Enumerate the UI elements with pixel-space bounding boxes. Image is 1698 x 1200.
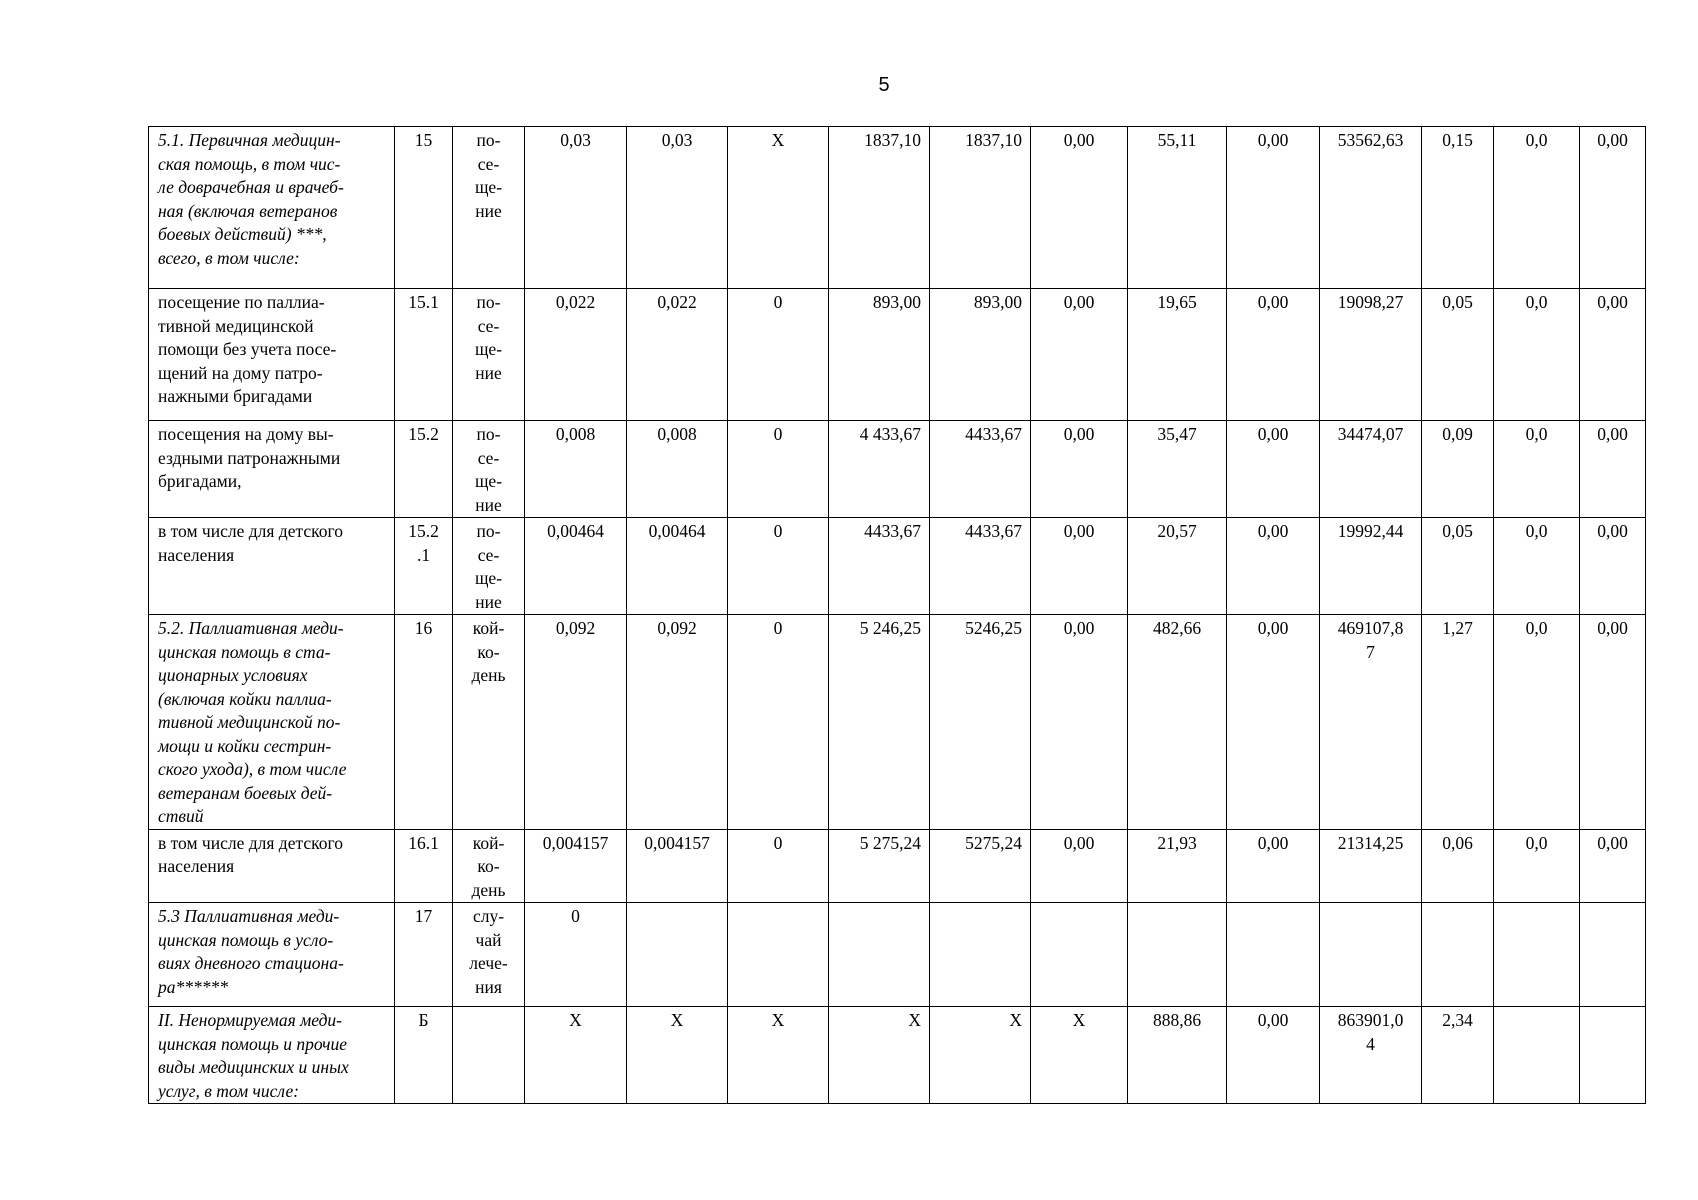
table-body xyxy=(149,127,1646,1104)
table-row xyxy=(149,829,1646,903)
value-cell: 0,008 xyxy=(627,421,728,518)
value-cell: 0,00 xyxy=(1227,1007,1320,1104)
row-name-cell: в том числе для детского населения xyxy=(149,518,395,615)
value-cell: 0,00 xyxy=(1031,289,1128,421)
unit-cell: по- се- ще- ние xyxy=(453,421,525,518)
value-cell: 19098,27 xyxy=(1320,289,1422,421)
value-cell: Х xyxy=(728,127,829,289)
line-number-cell: 16.1 xyxy=(395,829,453,903)
value-cell: 0,05 xyxy=(1422,518,1494,615)
value-cell xyxy=(1494,1007,1580,1104)
value-cell xyxy=(1227,903,1320,1007)
value-cell: 0,00464 xyxy=(627,518,728,615)
table-row xyxy=(149,615,1646,830)
line-number-cell: 15.2 .1 xyxy=(395,518,453,615)
value-cell: 0,06 xyxy=(1422,829,1494,903)
row-name-cell: II. Ненормируемая меди- цинская помощь и прочие виды медицинских и иных услуг, в том числе: xyxy=(149,1007,395,1104)
value-cell xyxy=(1580,903,1646,1007)
row-name-cell: 5.1. Первичная медицин- ская помощь, в том чис- ле доврачебная и врачеб- ная (включая ветеранов боевых действий) ***, всего, в том числе: xyxy=(149,127,395,289)
row-name-cell: посещение по паллиа- тивной медицинской помощи без учета посе- щений на дому патро- нажными бригадами xyxy=(149,289,395,421)
value-cell: 0,00464 xyxy=(525,518,627,615)
value-cell: 0,00 xyxy=(1031,615,1128,830)
line-number-cell: 17 xyxy=(395,903,453,1007)
value-cell: 34474,07 xyxy=(1320,421,1422,518)
value-cell: 893,00 xyxy=(829,289,930,421)
value-cell: 0,0 xyxy=(1494,289,1580,421)
line-number-cell: 15.1 xyxy=(395,289,453,421)
value-cell: 0,008 xyxy=(525,421,627,518)
value-cell: Х xyxy=(1031,1007,1128,1104)
unit-cell: по- се- ще- ние xyxy=(453,289,525,421)
value-cell: 0,00 xyxy=(1580,421,1646,518)
value-cell: 0,00 xyxy=(1031,421,1128,518)
value-cell: 0,15 xyxy=(1422,127,1494,289)
value-cell: 0,00 xyxy=(1227,829,1320,903)
value-cell: 1837,10 xyxy=(829,127,930,289)
value-cell: 0,092 xyxy=(627,615,728,830)
value-cell: 21,93 xyxy=(1128,829,1227,903)
line-number-cell: Б xyxy=(395,1007,453,1104)
unit-cell: по- се- ще- ние xyxy=(453,127,525,289)
value-cell: 0,00 xyxy=(1227,421,1320,518)
value-cell xyxy=(1320,903,1422,1007)
value-cell: 0 xyxy=(728,421,829,518)
table-row xyxy=(149,1007,1646,1104)
value-cell: 0,00 xyxy=(1031,518,1128,615)
value-cell xyxy=(1031,903,1128,1007)
value-cell: 0 xyxy=(728,518,829,615)
value-cell: 863901,0 4 xyxy=(1320,1007,1422,1104)
value-cell: 0 xyxy=(525,903,627,1007)
value-cell: 0,03 xyxy=(627,127,728,289)
row-name-cell: посещения на дому вы- ездными патронажными бригадами, xyxy=(149,421,395,518)
unit-cell: кой- ко- день xyxy=(453,615,525,830)
value-cell: 893,00 xyxy=(930,289,1031,421)
value-cell: 0,03 xyxy=(525,127,627,289)
value-cell: 0,00 xyxy=(1227,615,1320,830)
value-cell: 0,00 xyxy=(1580,518,1646,615)
value-cell: 0,09 xyxy=(1422,421,1494,518)
value-cell: 0,00 xyxy=(1031,127,1128,289)
value-cell xyxy=(1580,1007,1646,1104)
value-cell: 4433,67 xyxy=(930,518,1031,615)
value-cell: 4433,67 xyxy=(829,518,930,615)
value-cell: 19992,44 xyxy=(1320,518,1422,615)
table-row xyxy=(149,421,1646,518)
value-cell: 5275,24 xyxy=(930,829,1031,903)
value-cell: 1,27 xyxy=(1422,615,1494,830)
row-name-cell: 5.3 Паллиативная меди- цинская помощь в усло- виях дневного стациона- ра****** xyxy=(149,903,395,1007)
line-number-cell: 16 xyxy=(395,615,453,830)
row-name-cell: в том числе для детского населения xyxy=(149,829,395,903)
value-cell: 5246,25 xyxy=(930,615,1031,830)
value-cell: 0,004157 xyxy=(525,829,627,903)
value-cell: 0,004157 xyxy=(627,829,728,903)
value-cell: 0,00 xyxy=(1580,289,1646,421)
unit-cell: слу- чай лече- ния xyxy=(453,903,525,1007)
value-cell: 19,65 xyxy=(1128,289,1227,421)
value-cell xyxy=(1422,903,1494,1007)
value-cell: 20,57 xyxy=(1128,518,1227,615)
unit-cell: кой- ко- день xyxy=(453,829,525,903)
value-cell: Х xyxy=(930,1007,1031,1104)
value-cell: 0,00 xyxy=(1580,127,1646,289)
value-cell: 482,66 xyxy=(1128,615,1227,830)
value-cell: 0 xyxy=(728,829,829,903)
value-cell: 0,0 xyxy=(1494,421,1580,518)
value-cell: 469107,8 7 xyxy=(1320,615,1422,830)
unit-cell: по- се- ще- ние xyxy=(453,518,525,615)
table-row xyxy=(149,903,1646,1007)
table-row xyxy=(149,518,1646,615)
value-cell: 0,0 xyxy=(1494,127,1580,289)
value-cell xyxy=(1128,903,1227,1007)
normative-table xyxy=(148,126,1646,1104)
value-cell xyxy=(728,903,829,1007)
value-cell: 0,00 xyxy=(1580,829,1646,903)
value-cell: Х xyxy=(829,1007,930,1104)
value-cell: Х xyxy=(728,1007,829,1104)
value-cell: 0,0 xyxy=(1494,615,1580,830)
value-cell: 55,11 xyxy=(1128,127,1227,289)
value-cell: 5 246,25 xyxy=(829,615,930,830)
value-cell: 4433,67 xyxy=(930,421,1031,518)
page-number: 5 xyxy=(878,74,890,96)
value-cell: 0,00 xyxy=(1227,127,1320,289)
value-cell: 21314,25 xyxy=(1320,829,1422,903)
value-cell: 0,00 xyxy=(1031,829,1128,903)
value-cell: 5 275,24 xyxy=(829,829,930,903)
value-cell: 1837,10 xyxy=(930,127,1031,289)
value-cell: 4 433,67 xyxy=(829,421,930,518)
line-number-cell: 15.2 xyxy=(395,421,453,518)
line-number-cell: 15 xyxy=(395,127,453,289)
value-cell: 0 xyxy=(728,289,829,421)
value-cell: 0,0 xyxy=(1494,518,1580,615)
value-cell xyxy=(627,903,728,1007)
table-row xyxy=(149,289,1646,421)
value-cell: 0,0 xyxy=(1494,829,1580,903)
value-cell: Х xyxy=(627,1007,728,1104)
value-cell: 0,00 xyxy=(1227,289,1320,421)
value-cell: 0,092 xyxy=(525,615,627,830)
value-cell: 53562,63 xyxy=(1320,127,1422,289)
value-cell xyxy=(930,903,1031,1007)
row-name-cell: 5.2. Паллиативная меди- цинская помощь в ста- ционарных условиях (включая койки паллиа- тивной медицинской по- мощи и койки сестрин- ского ухода), в том числе ветеранам боевых дей- ствий xyxy=(149,615,395,830)
value-cell: 0,022 xyxy=(627,289,728,421)
value-cell: 0,00 xyxy=(1580,615,1646,830)
value-cell: 888,86 xyxy=(1128,1007,1227,1104)
value-cell xyxy=(1494,903,1580,1007)
value-cell: 0 xyxy=(728,615,829,830)
value-cell: 0,022 xyxy=(525,289,627,421)
value-cell: Х xyxy=(525,1007,627,1104)
value-cell xyxy=(829,903,930,1007)
table-row xyxy=(149,127,1646,289)
value-cell: 0,00 xyxy=(1227,518,1320,615)
value-cell: 35,47 xyxy=(1128,421,1227,518)
unit-cell xyxy=(453,1007,525,1104)
value-cell: 0,05 xyxy=(1422,289,1494,421)
value-cell: 2,34 xyxy=(1422,1007,1494,1104)
